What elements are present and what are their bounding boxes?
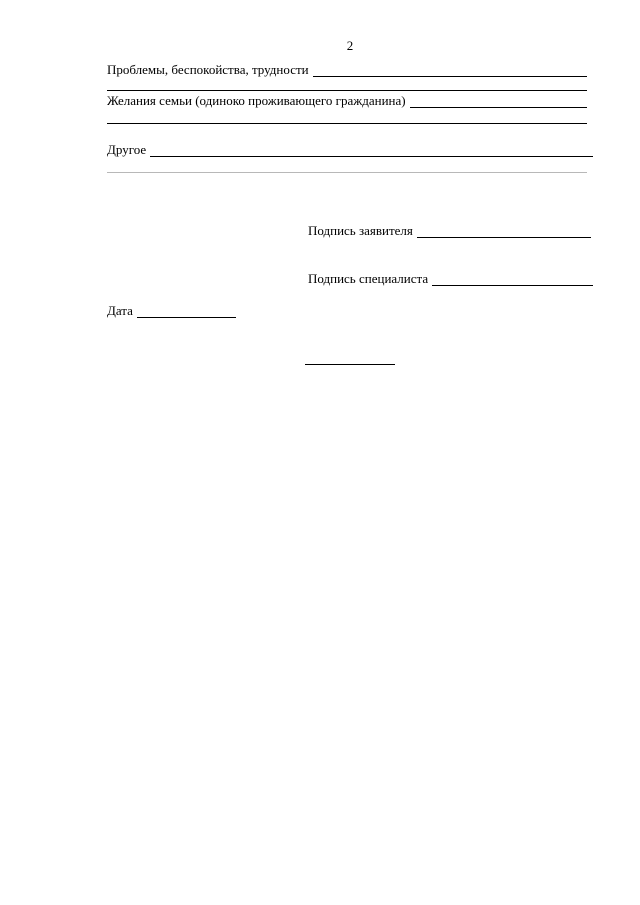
other-label: Другое [107,142,147,157]
applicant-signature-line [417,225,591,238]
other-blank-line [150,144,593,157]
specialist-signature-line [432,273,593,286]
other-continuation-line [107,172,587,173]
wishes-continuation-line [107,123,587,124]
other-field [107,142,593,157]
problems-field [107,62,587,77]
applicant-signature-label: Подпись заявителя [308,223,413,238]
specialist-signature-label: Подпись специалиста [308,271,429,286]
problems-label: Проблемы, беспокойства, трудности [107,62,309,77]
wishes-field [107,93,587,108]
closing-rule [305,364,395,365]
wishes-label: Желания семьи (одиноко проживающего гражданина) [107,93,406,108]
wishes-blank-line [410,95,587,108]
applicant-signature-field [308,223,591,238]
page-number: 2 [346,38,354,53]
date-blank-line [137,305,236,318]
problems-blank-line [313,64,587,77]
specialist-signature-field [308,271,593,286]
problems-continuation-line [107,90,587,91]
date-label: Дата [107,303,133,318]
date-field [107,303,236,318]
